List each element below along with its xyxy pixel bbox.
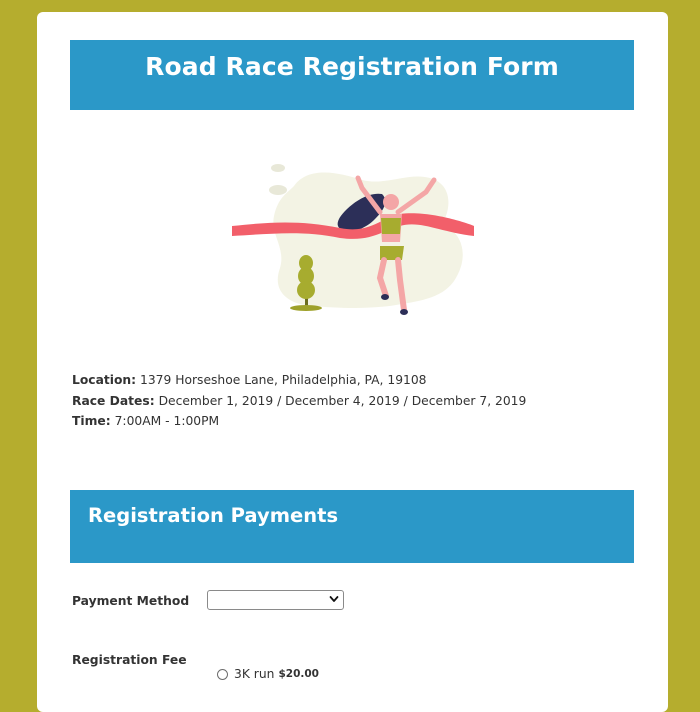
section-title: Registration Payments [88, 504, 339, 527]
tree-foliage [299, 255, 313, 271]
race-dates-value: December 1, 2019 / December 4, 2019 / December 7, 2019 [158, 393, 527, 408]
fee-option-3k[interactable] [217, 667, 319, 681]
runner-top [381, 218, 401, 234]
tree-foliage [297, 281, 315, 299]
form-header [70, 40, 634, 110]
location-label: Location: [72, 373, 137, 387]
tree-shadow [290, 305, 322, 311]
registration-fee-label: Registration Fee [72, 653, 187, 667]
race-dates-row [72, 391, 526, 412]
form-card [37, 12, 668, 712]
registration-payments-header [70, 490, 634, 563]
runner-shoe [400, 309, 408, 315]
runner-finish-line-illustration [230, 150, 474, 315]
fee-option-radio[interactable] [217, 669, 228, 680]
chevron-down-icon [329, 592, 339, 606]
form-title: Road Race Registration Form [145, 52, 559, 81]
time-row [72, 411, 526, 432]
time-label: Time: [72, 414, 111, 428]
payment-method-label: Payment Method [72, 594, 190, 608]
decor-dot [271, 164, 285, 172]
fee-option-label: 3K run [234, 667, 275, 681]
location-row [72, 370, 526, 391]
decor-dot [269, 185, 287, 195]
runner-head [383, 194, 399, 210]
event-info [72, 370, 526, 432]
location-value: 1379 Horseshoe Lane, Philadelphia, PA, 19108 [140, 373, 427, 387]
payment-method-select[interactable] [207, 590, 344, 610]
fee-option-price: $20.00 [278, 668, 319, 680]
race-dates-label: Race Dates: [72, 393, 155, 408]
time-value: 7:00AM - 1:00PM [114, 414, 220, 428]
runner-shoe [381, 294, 389, 300]
